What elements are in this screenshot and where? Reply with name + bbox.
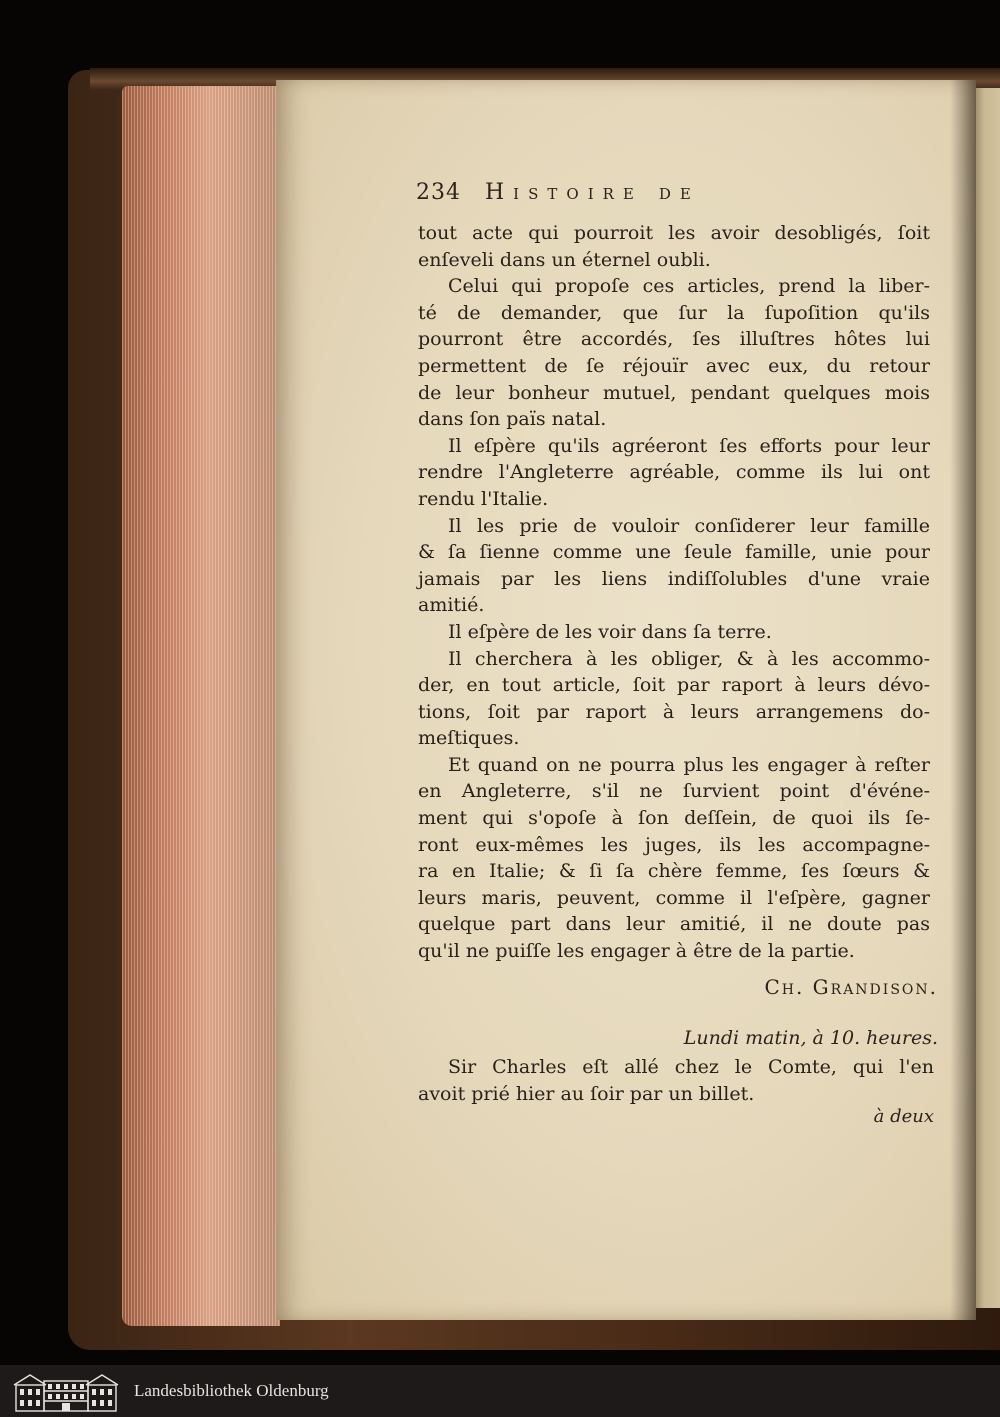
text-line: jamais par les liens indiſſolubles d'une vraie bbox=[418, 567, 930, 590]
text-line: Il les prie de vouloir conſiderer leur famille bbox=[448, 514, 930, 537]
text-line: Il eſpère de les voir dans ſa terre. bbox=[448, 620, 772, 643]
text-line: Il cherchera à les obliger, & à les accommo- bbox=[448, 647, 930, 670]
text-line: meſtiques. bbox=[418, 727, 520, 750]
text-line: ra en Italie; & ſi ſa chère femme, ſes ſœurs & bbox=[418, 860, 930, 883]
text-line: de leur bonheur mutuel, pendant quelques mois bbox=[418, 381, 930, 404]
text-line: dans ſon païs natal. bbox=[418, 408, 607, 431]
page-gutter-shadow bbox=[950, 80, 976, 1320]
running-head bbox=[416, 180, 700, 205]
text-line: ment qui s'opoſe à ſon deſſein, de quoi ils ſe- bbox=[418, 807, 930, 830]
text-line: té de demander, que ſur la ſupoſition qu'ils bbox=[418, 301, 930, 324]
text-line: tout acte qui pourroit les avoir desobligés, ſoit bbox=[418, 222, 930, 244]
library-name: Landesbibliothek Oldenburg bbox=[134, 1381, 329, 1400]
text-line: & ſa ſienne comme une ſeule famille, unie pour bbox=[418, 541, 930, 564]
text-line: en Angleterre, s'il ne ſurvient point d'événe- bbox=[418, 780, 930, 803]
text-line: qu'il ne puiſſe les engager à être de la partie. bbox=[418, 940, 855, 963]
text-line: enſeveli dans un éternel oubli. bbox=[418, 248, 711, 271]
text-line: rendu l'Italie. bbox=[418, 487, 549, 510]
text-line: tions, ſoit par raport à leurs arrangemens do- bbox=[418, 700, 930, 723]
text-line: Celui qui propoſe ces articles, prend la liber- bbox=[448, 275, 930, 298]
text-line: Il eſpère qu'ils agréeront ſes efforts pour leur bbox=[448, 434, 930, 457]
library-building-icon bbox=[10, 1369, 122, 1413]
text-line: amitié. bbox=[418, 594, 485, 617]
closing-text bbox=[418, 1054, 934, 1107]
text-line: der, en tout article, ſoit par raport à leurs dévo- bbox=[418, 674, 930, 697]
text-line: Sir Charles eſt allé chez le Comte, qui l'en bbox=[448, 1056, 934, 1078]
footer-bar bbox=[0, 1365, 1000, 1417]
body-text bbox=[418, 220, 930, 965]
text-line: rendre l'Angleterre agréable, comme ils lui ont bbox=[418, 461, 930, 484]
page-fore-edge bbox=[122, 86, 280, 1326]
letter-signature: Ch. Grandison. bbox=[764, 975, 938, 999]
text-line: permettent de ſe réjouïr avec eux, du retour bbox=[418, 354, 930, 377]
dateline: Lundi matin, à 10. heures. bbox=[683, 1027, 938, 1049]
text-line: pourront être accordés, ſes illuſtres hôtes lui bbox=[418, 328, 930, 351]
text-line: avoit prié hier au ſoir par un billet. bbox=[418, 1082, 755, 1105]
text-line: quelque part dans leur amitié, il ne doute pas bbox=[418, 913, 930, 936]
page-number: 234 bbox=[416, 180, 461, 205]
text-line: ront eux-mêmes les juges, ils les accompagne- bbox=[418, 833, 930, 856]
text-line: leurs maris, peuvent, comme il l'eſpère, gagner bbox=[418, 886, 930, 909]
catchword: à deux bbox=[873, 1106, 934, 1127]
running-title: Histoire de bbox=[485, 180, 700, 205]
text-line: Et quand on ne pourra plus les engager à reſter bbox=[448, 753, 930, 776]
